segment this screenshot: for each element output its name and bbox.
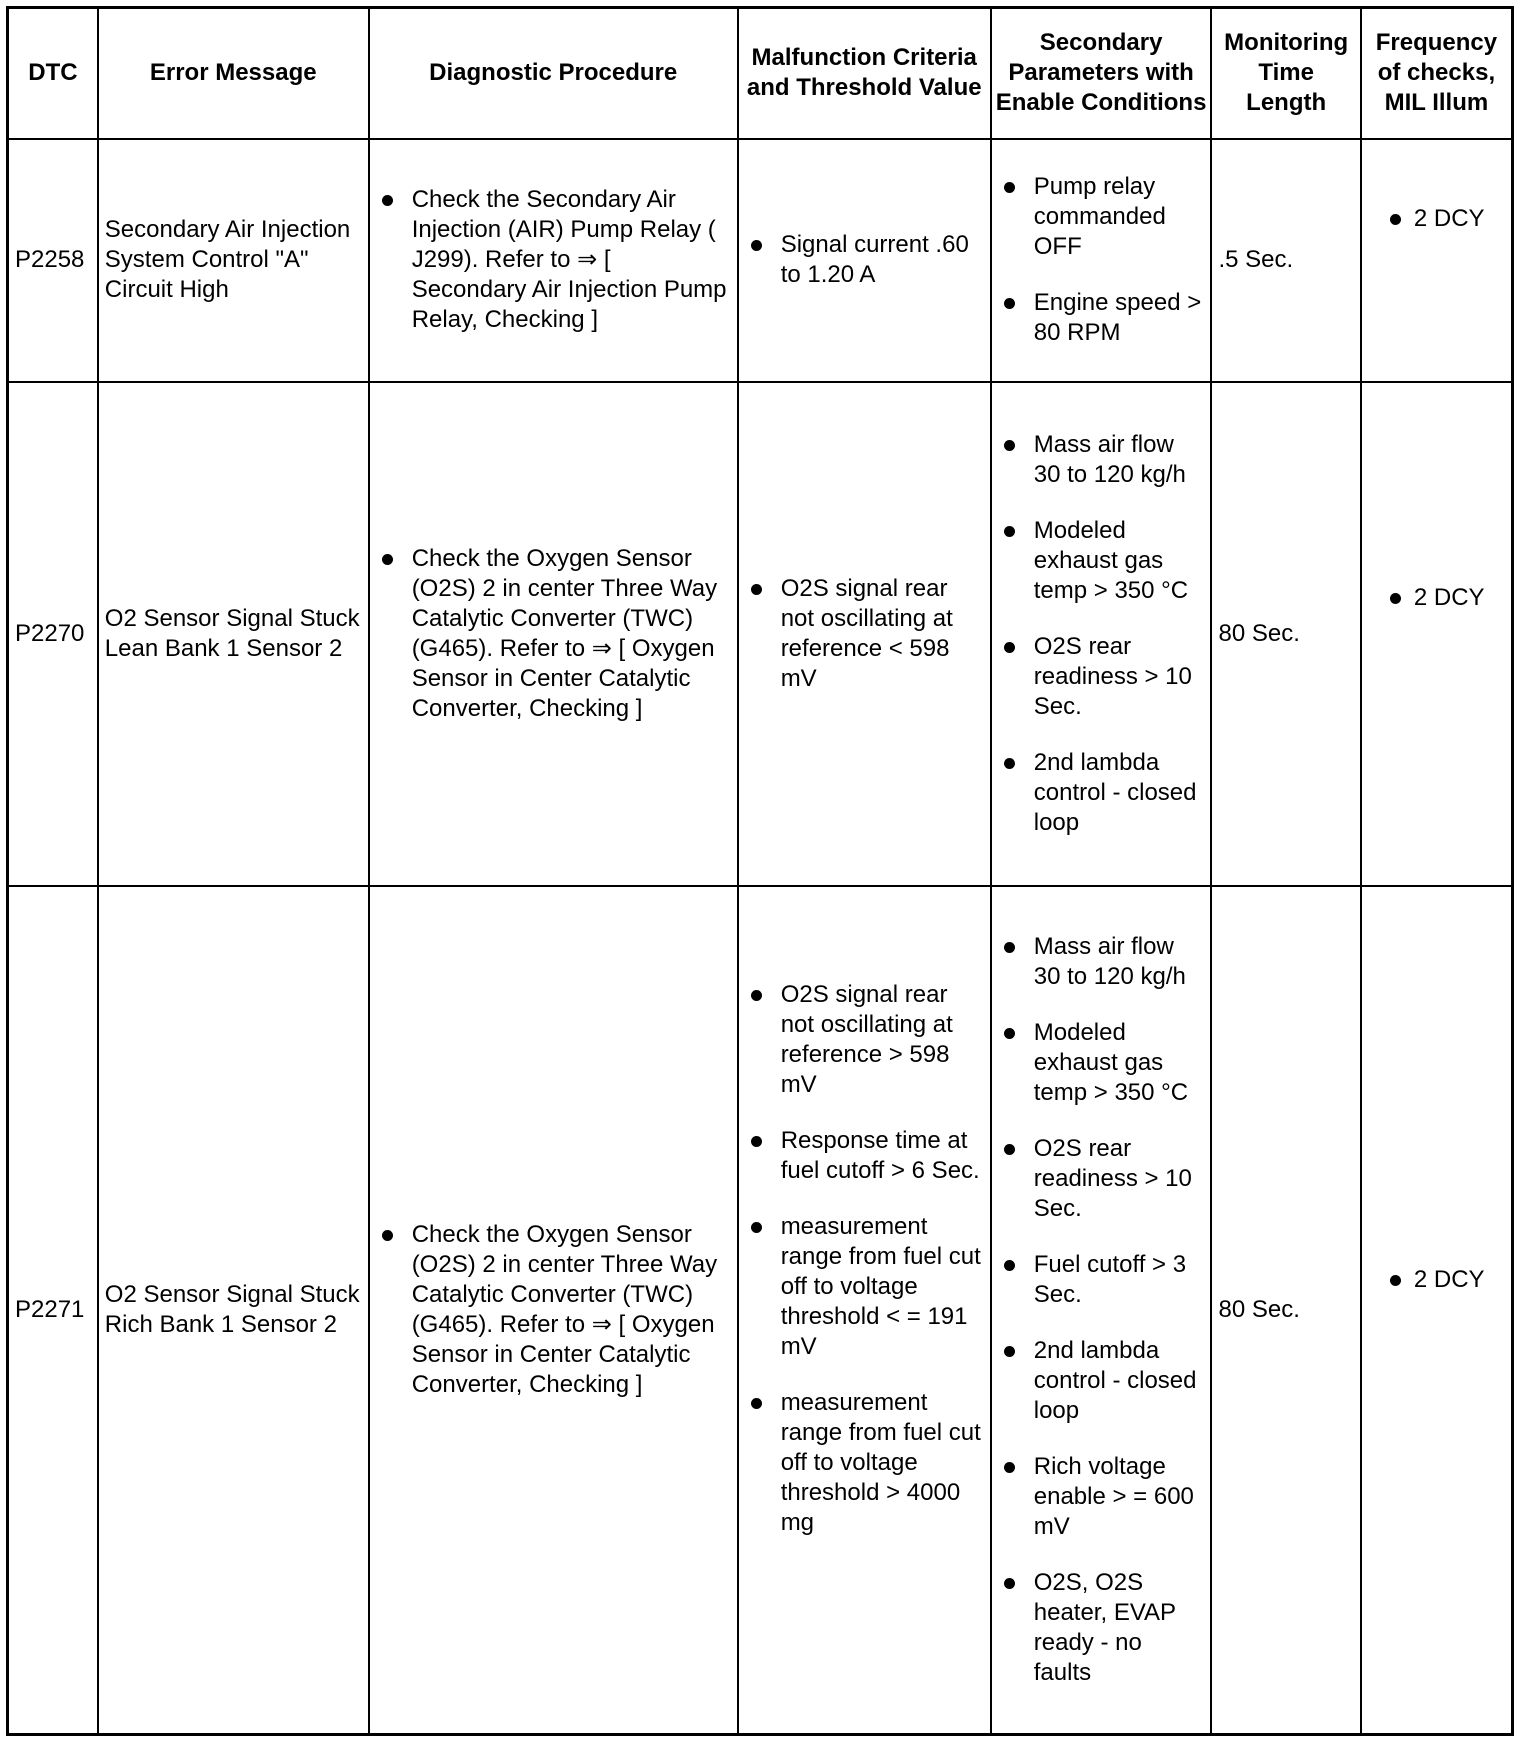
- table-row: [8, 382, 1513, 886]
- malfunction-criteria-cell: [738, 382, 991, 886]
- malfunction-criteria-cell: [738, 886, 991, 1735]
- malfunction-criteria-item: O2S signal rear not oscillating at reference < 598 mV: [745, 574, 984, 694]
- monitoring-time: .5 Sec.: [1211, 139, 1360, 382]
- table-row: [8, 139, 1513, 382]
- secondary-parameter-item: Mass air flow 30 to 120 kg/h: [998, 430, 1205, 490]
- secondary-parameter-item: Fuel cutoff > 3 Sec.: [998, 1250, 1205, 1310]
- malfunction-criteria-item: measurement range from fuel cut off to voltage threshold < = 191 mV: [745, 1212, 984, 1362]
- dtc-table: [6, 6, 1514, 1736]
- monitoring-time: 80 Sec.: [1211, 886, 1360, 1735]
- secondary-parameter-item: O2S rear readiness > 10 Sec.: [998, 632, 1205, 722]
- secondary-parameter-item: 2nd lambda control - closed loop: [998, 1336, 1205, 1426]
- error-message: O2 Sensor Signal Stuck Lean Bank 1 Sensor 2: [98, 382, 369, 886]
- secondary-parameter-item: Modeled exhaust gas temp > 350 °C: [998, 1018, 1205, 1108]
- diagnostic-procedure-item: Check the Oxygen Sensor (O2S) 2 in center Three Way Catalytic Converter (TWC) (G465). Refer to ⇒ [ Oxygen Sensor in Center Catalytic Converter, Checking ]: [376, 1220, 731, 1400]
- header-frequency: Frequency of checks, MIL Illum: [1361, 8, 1513, 139]
- header-malfunction-criteria: Malfunction Criteria and Threshold Value: [738, 8, 991, 139]
- table-header-row: [8, 8, 1513, 139]
- dtc-code: P2270: [8, 382, 98, 886]
- header-monitoring-time: Monitoring Time Length: [1211, 8, 1360, 139]
- secondary-parameters-cell: [991, 886, 1212, 1735]
- secondary-parameter-item: O2S rear readiness > 10 Sec.: [998, 1134, 1205, 1224]
- secondary-parameter-item: Mass air flow 30 to 120 kg/h: [998, 932, 1205, 992]
- secondary-parameters-cell: [991, 382, 1212, 886]
- secondary-parameter-item: Pump relay commanded OFF: [998, 172, 1205, 262]
- malfunction-criteria-cell: [738, 139, 991, 382]
- malfunction-criteria-item: measurement range from fuel cut off to voltage threshold > 4000 mg: [745, 1388, 984, 1538]
- monitoring-time: 80 Sec.: [1211, 382, 1360, 886]
- frequency-item: 2 DCY: [1368, 204, 1505, 234]
- secondary-parameter-item: Rich voltage enable > = 600 mV: [998, 1452, 1205, 1542]
- error-message: Secondary Air Injection System Control "A" Circuit High: [98, 139, 369, 382]
- table-row: [8, 886, 1513, 1735]
- dtc-code: P2271: [8, 886, 98, 1735]
- header-error-message: Error Message: [98, 8, 369, 139]
- frequency-cell: [1361, 886, 1513, 1735]
- diagnostic-procedure-item: Check the Secondary Air Injection (AIR) Pump Relay ( J299). Refer to ⇒ [ Secondary Air Injection Pump Relay, Checking ]: [376, 185, 731, 335]
- diagnostic-procedure-cell: [369, 139, 738, 382]
- malfunction-criteria-item: Response time at fuel cutoff > 6 Sec.: [745, 1126, 984, 1186]
- secondary-parameter-item: 2nd lambda control - closed loop: [998, 748, 1205, 838]
- malfunction-criteria-item: Signal current .60 to 1.20 A: [745, 230, 984, 290]
- header-secondary-parameters: Secondary Parameters with Enable Conditions: [991, 8, 1212, 139]
- diagnostic-procedure-cell: [369, 382, 738, 886]
- secondary-parameter-item: Engine speed > 80 RPM: [998, 288, 1205, 348]
- frequency-cell: [1361, 382, 1513, 886]
- header-diagnostic-procedure: Diagnostic Procedure: [369, 8, 738, 139]
- diagnostic-procedure-item: Check the Oxygen Sensor (O2S) 2 in center Three Way Catalytic Converter (TWC) (G465). Refer to ⇒ [ Oxygen Sensor in Center Catalytic Converter, Checking ]: [376, 544, 731, 724]
- diagnostic-procedure-cell: [369, 886, 738, 1735]
- error-message: O2 Sensor Signal Stuck Rich Bank 1 Sensor 2: [98, 886, 369, 1735]
- frequency-item: 2 DCY: [1368, 583, 1505, 613]
- malfunction-criteria-item: O2S signal rear not oscillating at reference > 598 mV: [745, 980, 984, 1100]
- frequency-cell: [1361, 139, 1513, 382]
- secondary-parameter-item: O2S, O2S heater, EVAP ready - no faults: [998, 1568, 1205, 1688]
- secondary-parameter-item: Modeled exhaust gas temp > 350 °C: [998, 516, 1205, 606]
- secondary-parameters-cell: [991, 139, 1212, 382]
- header-dtc: DTC: [8, 8, 98, 139]
- frequency-item: 2 DCY: [1368, 1265, 1505, 1295]
- dtc-code: P2258: [8, 139, 98, 382]
